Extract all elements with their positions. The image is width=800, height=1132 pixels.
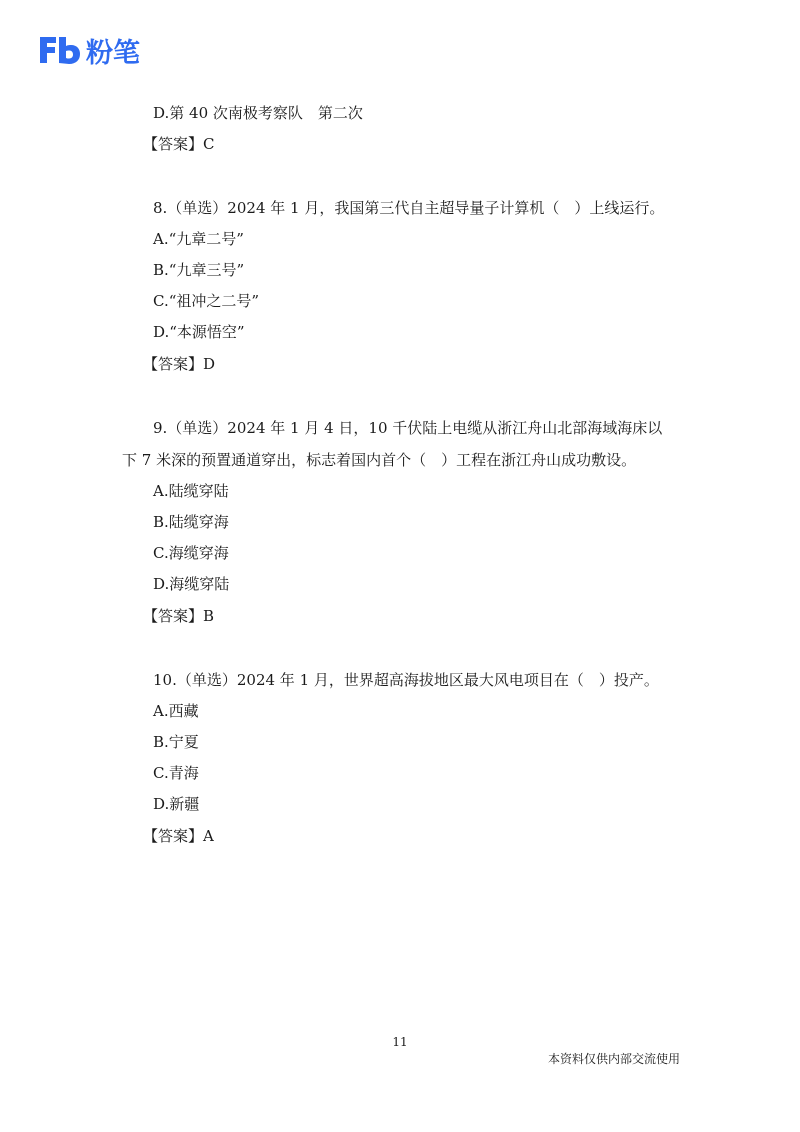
fb-logo-icon xyxy=(36,33,82,67)
question-8-option-d: D.“本源悟空” xyxy=(153,323,245,341)
question-9-option-c: C.海缆穿海 xyxy=(153,544,229,562)
page-number: 11 xyxy=(392,1035,408,1049)
prev-answer: 【答案】C xyxy=(143,135,215,153)
question-10-stem: 10.（单选）2024 年 1 月，世界超高海拔地区最大风电项目在（ ）投产。 xyxy=(153,671,659,689)
brand-logo xyxy=(36,30,140,70)
prev-option-d: D.第 40 次南极考察队 第二次 xyxy=(153,104,363,122)
question-10-option-b: B.宁夏 xyxy=(153,733,199,751)
question-9-stem-line-2: 下 7 米深的预置通道穿出，标志着国内首个（ ）工程在浙江舟山成功敷设。 xyxy=(122,451,637,469)
brand-name: 粉笔 xyxy=(86,37,140,69)
question-8-option-b: B.“九章三号” xyxy=(153,261,245,279)
question-8-option-c: C.“祖冲之二号” xyxy=(153,292,260,310)
question-8-option-a: A.“九章二号” xyxy=(153,230,244,248)
question-10-option-c: C.青海 xyxy=(153,764,199,782)
question-8-stem: 8.（单选）2024 年 1 月，我国第三代自主超导量子计算机（ ）上线运行。 xyxy=(153,199,665,217)
question-9-option-a: A.陆缆穿陆 xyxy=(153,482,229,500)
question-9-stem-line-1: 9.（单选）2024 年 1 月 4 日，10 千伏陆上电缆从浙江舟山北部海域海床以 xyxy=(153,419,663,437)
question-9-option-b: B.陆缆穿海 xyxy=(153,513,229,531)
footer-note: 本资料仅供内部交流使用 xyxy=(547,1052,680,1066)
question-10-option-a: A.西藏 xyxy=(153,702,199,720)
question-9-option-d: D.海缆穿陆 xyxy=(153,575,230,593)
question-10-answer: 【答案】A xyxy=(143,827,214,845)
question-10-option-d: D.新疆 xyxy=(153,795,200,813)
question-8-answer: 【答案】D xyxy=(143,355,216,373)
question-9-answer: 【答案】B xyxy=(143,607,215,625)
